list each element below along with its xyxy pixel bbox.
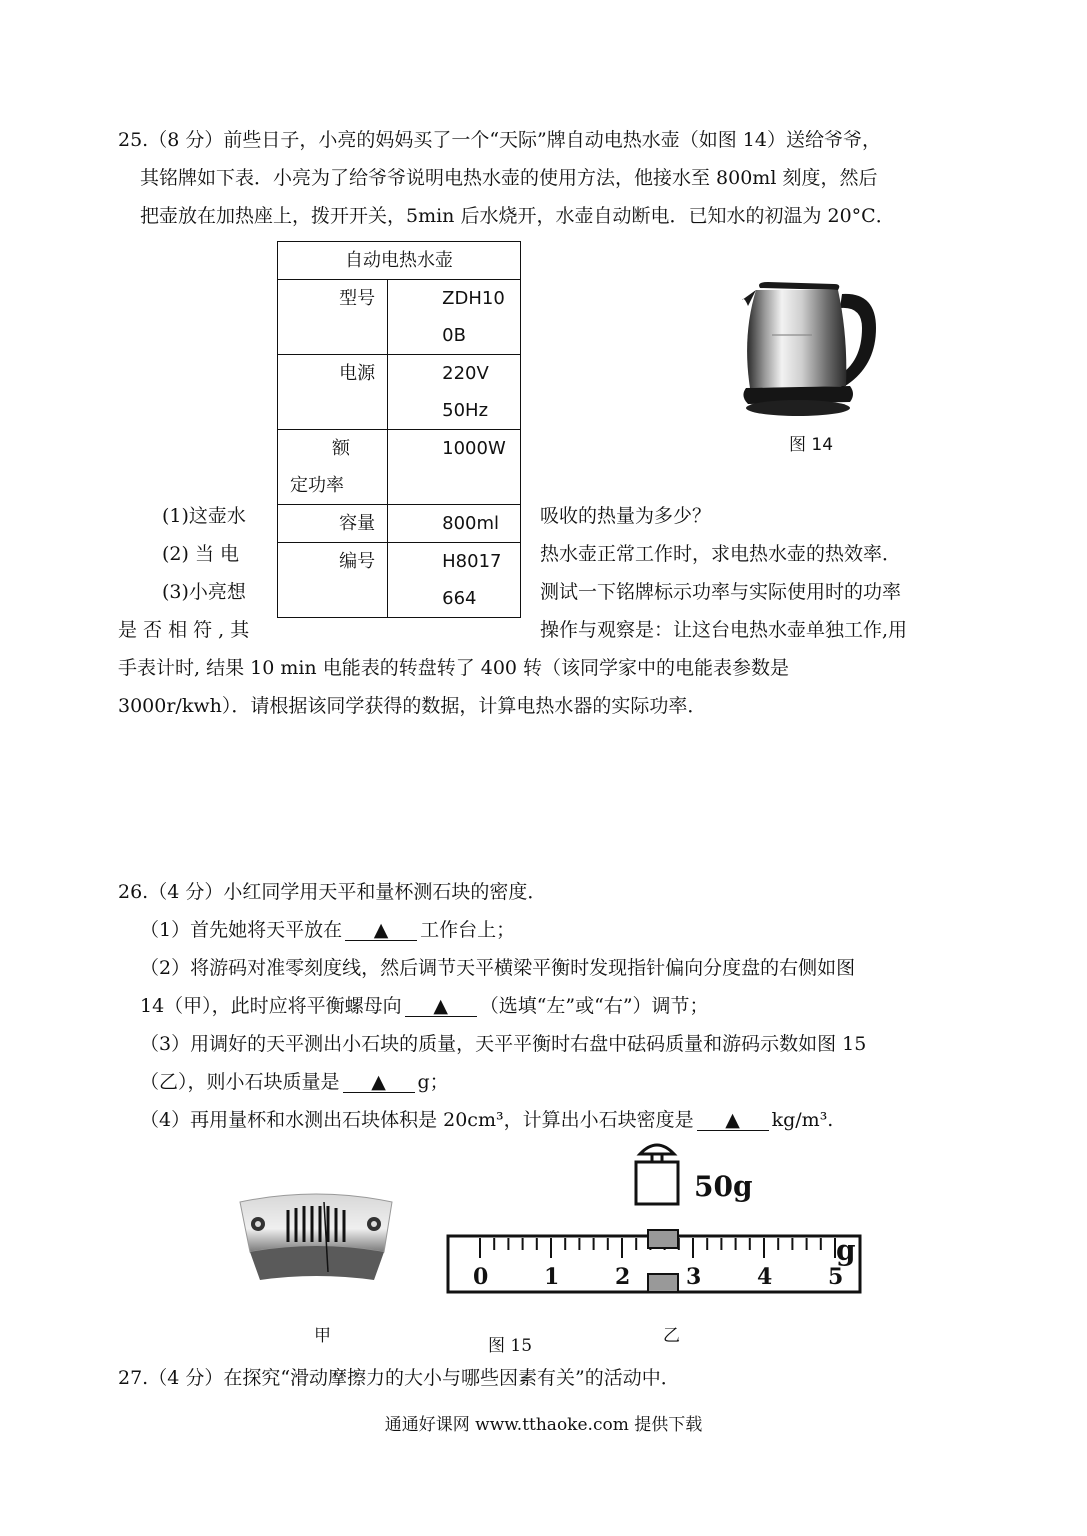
- scale-number: 3: [686, 1264, 702, 1290]
- scale-number: 1: [544, 1264, 560, 1290]
- spec-value-serial: H8017664: [442, 551, 502, 609]
- rider-scale-image: [446, 1228, 864, 1296]
- figure-label-jia: 甲: [314, 1326, 331, 1346]
- q25-sub3-line3: 手表计时, 结果 10 min 电能表的转盘转了 400 转（该同学家中的电能表参数是: [118, 657, 790, 679]
- spec-key-rated-power: 额定功率: [290, 438, 350, 496]
- q25-sub3-line4: 3000r/kwh）．请根据该同学获得的数据，计算电热水器的实际功率．: [118, 695, 707, 717]
- q25-sub3-right: 测试一下铭牌标示功率与实际使用时的功率: [540, 581, 902, 603]
- answer-blank-3[interactable]: ▲: [343, 1072, 415, 1093]
- q25-line-3: 把壶放在加热座上，拨开开关，5min 后水烧开，水壶自动断电．已知水的初温为 20°C．: [140, 205, 895, 227]
- q25-sub3-line2-left: 是 否 相 符 , 其: [118, 619, 250, 641]
- spec-value-capacity: 800ml: [388, 505, 521, 543]
- q25-sub3-line2-right: 操作与观察是：让这台电热水壶单独工作,用: [540, 619, 908, 641]
- scale-number: 2: [615, 1264, 631, 1290]
- q25-sub1-right: 吸收的热量为多少？: [540, 505, 712, 527]
- balance-pointer-dial-image: [236, 1192, 396, 1284]
- scale-unit-label: g: [836, 1234, 856, 1267]
- q26-step-1: （1）首先她将天平放在 ▲ 工作台上；: [140, 919, 516, 941]
- figure-14-caption: 图 14: [789, 435, 834, 455]
- q25-sub3-left: (3)小亮想: [162, 581, 246, 603]
- q26-step-2-line1: （2）将游码对准零刻度线，然后调节天平横梁平衡时发现指针偏向分度盘的右侧如图: [140, 957, 856, 979]
- page-footer: 通通好课网 www.tthaoke.com 提供下载: [384, 1415, 703, 1435]
- spec-key-capacity: 容量: [278, 505, 388, 543]
- spec-key-model: 型号: [278, 280, 388, 355]
- q26-step-3-line1: （3）用调好的天平测出小石块的质量，天平平衡时右盘中砝码质量和游码示数如图 15: [140, 1033, 867, 1055]
- q26-title: 26.（4 分）小红同学用天平和量杯测石块的密度．: [118, 881, 547, 903]
- q25-sub1-left: (1)这壶水: [162, 505, 246, 527]
- q25-sub2-right: 热水壶正常工作时，求电热水壶的热效率．: [540, 543, 902, 565]
- spec-value-rated-power: 1000W: [388, 430, 521, 505]
- answer-blank-1[interactable]: ▲: [345, 920, 417, 941]
- spec-key-power-supply: 电源: [278, 355, 388, 430]
- spec-table-title: 自动电热水壶: [278, 242, 521, 280]
- scale-number: 5: [828, 1264, 844, 1290]
- figure-label-yi: 乙: [663, 1326, 680, 1346]
- q26-step-4: （4）再用量杯和水测出石块体积是 20cm³，计算出小石块密度是 ▲ kg/m³.: [140, 1109, 834, 1131]
- answer-blank-4[interactable]: ▲: [697, 1110, 769, 1131]
- scale-number: 0: [473, 1264, 489, 1290]
- weight-50g-icon: [632, 1134, 682, 1208]
- q27-title: 27.（4 分）在探究“滑动摩擦力的大小与哪些因素有关”的活动中．: [118, 1367, 680, 1389]
- figure-15-caption: 图 15: [488, 1336, 533, 1356]
- spec-value-model: ZDH100B: [442, 288, 505, 346]
- q26-step-2-line2: 14（甲），此时应将平衡螺母向 ▲ （选填“左”或“右”）调节；: [140, 995, 709, 1017]
- kettle-spec-table: [277, 241, 521, 618]
- q25-sub2-left: (2) 当 电: [162, 543, 239, 565]
- answer-blank-2[interactable]: ▲: [405, 996, 477, 1017]
- q25-line-1: 25.（8 分）前些日子，小亮的妈妈买了一个“天际”牌自动电热水壶（如图 14）送给爷爷，: [118, 129, 881, 151]
- q26-step-3-line2: （乙），则小石块质量是 ▲ g；: [140, 1071, 449, 1093]
- spec-key-serial: 编号: [278, 543, 388, 618]
- electric-kettle-image: [738, 276, 882, 424]
- scale-number: 4: [757, 1264, 773, 1290]
- weight-label: 50g: [694, 1170, 753, 1203]
- spec-value-power-supply: 220V 50Hz: [442, 363, 489, 421]
- q25-line-2: 其铭牌如下表．小亮为了给爷爷说明电热水壶的使用方法，他接水至 800ml 刻度，然后: [140, 167, 878, 189]
